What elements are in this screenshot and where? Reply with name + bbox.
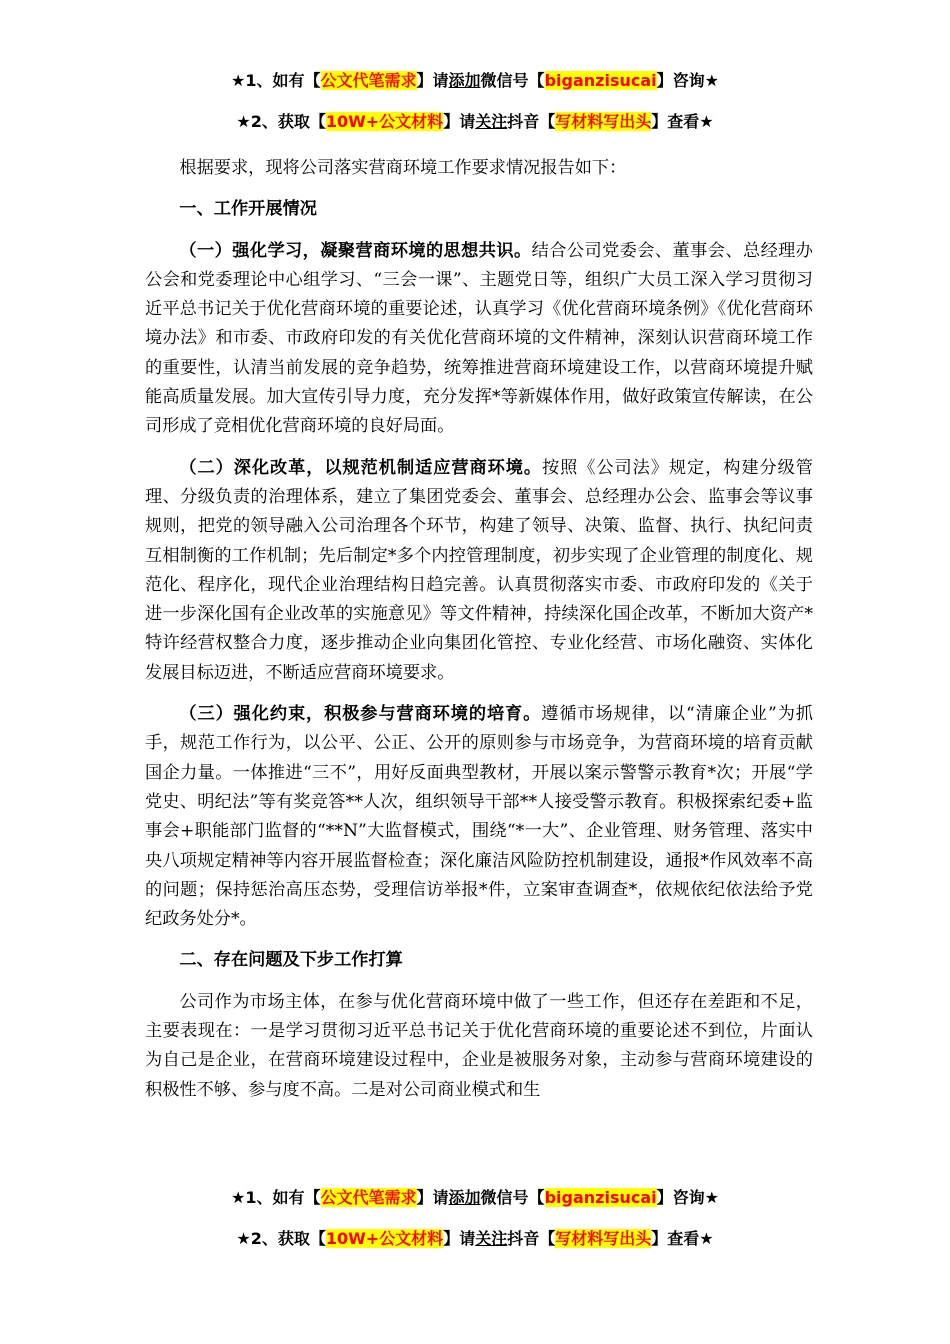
banner-text: 抖音【 bbox=[507, 112, 556, 131]
banner-highlight: 写材料写出头 bbox=[555, 112, 652, 131]
banner-highlight: biganzisucai bbox=[544, 71, 657, 90]
banner-highlight: 10W+公文材料 bbox=[325, 112, 444, 131]
banner-text: 】请 bbox=[443, 1229, 476, 1248]
item-1-lead: （一）强化学习，凝聚营商环境的思想共识。 bbox=[179, 240, 532, 261]
banner-text: 】查看★ bbox=[651, 112, 714, 131]
banner-text: ★2、获取【 bbox=[236, 112, 326, 131]
item-1-paragraph bbox=[145, 237, 813, 442]
banner-highlight: 写材料写出头 bbox=[555, 1229, 652, 1248]
section-2-paragraph: 公司作为市场主体，在参与优化营商环境中做了一些工作，但还存在差距和不足，主要表现在：一是学习贯彻习近平总书记关于优化营商环境的重要论述不到位，片面认为自己是企业，在营商环境建设过程中，企业是被服务对象，主动参与营商环境建设的积极性不够、参与度不高。二是对公司商业模式和生 bbox=[145, 991, 813, 1100]
item-3-text: 遵循市场规律，以“清廉企业”为抓手，规范工作行为，以公平、公正、公开的原则参与市场竞争，为营商环境的培育贡献国企力量。一体推进“三不”，用好反面典型教材，开展以案示警警示教育*次；开展“学党史、明纪法”等有奖竞答**人次，组织领导干部**人接受警示教育。积极探索纪委+监事会+职能部门监督的“**N”大监督模式，围绕“*一大”、企业管理、财务管理、落实中央八项规定精神等内容开展监督检查；深化廉洁风险防控机制建设，通报*作风效率不高的问题；保持惩治高压态势，受理信访举报*件，立案审查调查*，依规依纪依法给予党纪政务处分*。 bbox=[145, 704, 813, 930]
banner-text: ★1、如有【 bbox=[231, 71, 321, 90]
intro-paragraph: 根据要求，现将公司落实营商环境工作要求情况报告如下： bbox=[179, 158, 627, 178]
banner-underlined: 关注 bbox=[475, 112, 508, 131]
section-1-title: 一、工作开展情况 bbox=[179, 199, 317, 220]
banner-text: 微信号【 bbox=[480, 71, 545, 90]
item-1-text: 结合公司党委会、董事会、总经理办公会和党委理论中心组学习、“三会一课”、主题党日等，组织广大员工深入学习贯彻习近平总书记关于优化营商环境的重要论述，认真学习《优化营商环境条例》《优化营商环境办法》和市委、市政府印发的有关优化营商环境的文件精神，深刻认识营商环境工作的重要性，认清当前发展的竞争趋势，统筹推进营商环境建设工作，以营商环境提升赋能高质量发展。加大宣传引导力度，充分发挥*等新媒体作用，做好政策宣传解读，在公司形成了竞相优化营商环境的良好局面。 bbox=[145, 240, 813, 437]
banner-text: 】咨询★ bbox=[656, 71, 719, 90]
banner-underlined: 添加 bbox=[448, 71, 481, 90]
bottom-banner-line-2 bbox=[0, 1227, 950, 1251]
item-3-lead: （三）强化约束，积极参与营商环境的培育。 bbox=[179, 704, 542, 725]
bottom-banner-line-1 bbox=[0, 1186, 950, 1210]
banner-underlined: 关注 bbox=[475, 1229, 508, 1248]
banner-text: 】请 bbox=[416, 71, 449, 90]
banner-text: 抖音【 bbox=[507, 1229, 556, 1248]
banner-text: ★2、获取【 bbox=[236, 1229, 326, 1248]
banner-text: 】请 bbox=[443, 112, 476, 131]
item-2-lead: （二）深化改革，以规范机制适应营商环境。 bbox=[179, 457, 542, 478]
banner-highlight: biganzisucai bbox=[544, 1188, 657, 1207]
banner-highlight: 公文代笔需求 bbox=[320, 1188, 417, 1207]
item-3-paragraph bbox=[145, 700, 813, 934]
banner-text: 】咨询★ bbox=[656, 1188, 719, 1207]
item-2-text: 按照《公司法》规定，构建分级管理、分级负责的治理体系，建立了集团党委会、董事会、总经理办公会、监事会等议事规则，把党的领导融入公司治理各个环节，构建了领导、决策、监督、执行、执纪问责互相制衡的工作机制；先后制定*多个内控管理制度，初步实现了企业管理的制度化、规范化、程序化，现代企业治理结构日趋完善。认真贯彻落实市委、市政府印发的《关于进一步深化国有企业改革的实施意见》等文件精神，持续深化国企改革，不断加大资产*特许经营权整合力度，逐步推动企业向集团化管控、专业化经营、市场化融资、实体化发展目标迈进，不断适应营商环境要求。 bbox=[145, 457, 813, 683]
banner-text: 】请 bbox=[416, 1188, 449, 1207]
banner-highlight: 10W+公文材料 bbox=[325, 1229, 444, 1248]
banner-highlight: 公文代笔需求 bbox=[320, 71, 417, 90]
banner-text: 微信号【 bbox=[480, 1188, 545, 1207]
section-2-title: 二、存在问题及下步工作打算 bbox=[179, 950, 403, 971]
document-body bbox=[145, 154, 813, 1105]
banner-text: 】查看★ bbox=[651, 1229, 714, 1248]
item-2-paragraph bbox=[145, 454, 813, 688]
top-banner-line-2 bbox=[0, 110, 950, 134]
top-banner-line-1 bbox=[0, 69, 950, 93]
banner-text: ★1、如有【 bbox=[231, 1188, 321, 1207]
banner-underlined: 添加 bbox=[448, 1188, 481, 1207]
